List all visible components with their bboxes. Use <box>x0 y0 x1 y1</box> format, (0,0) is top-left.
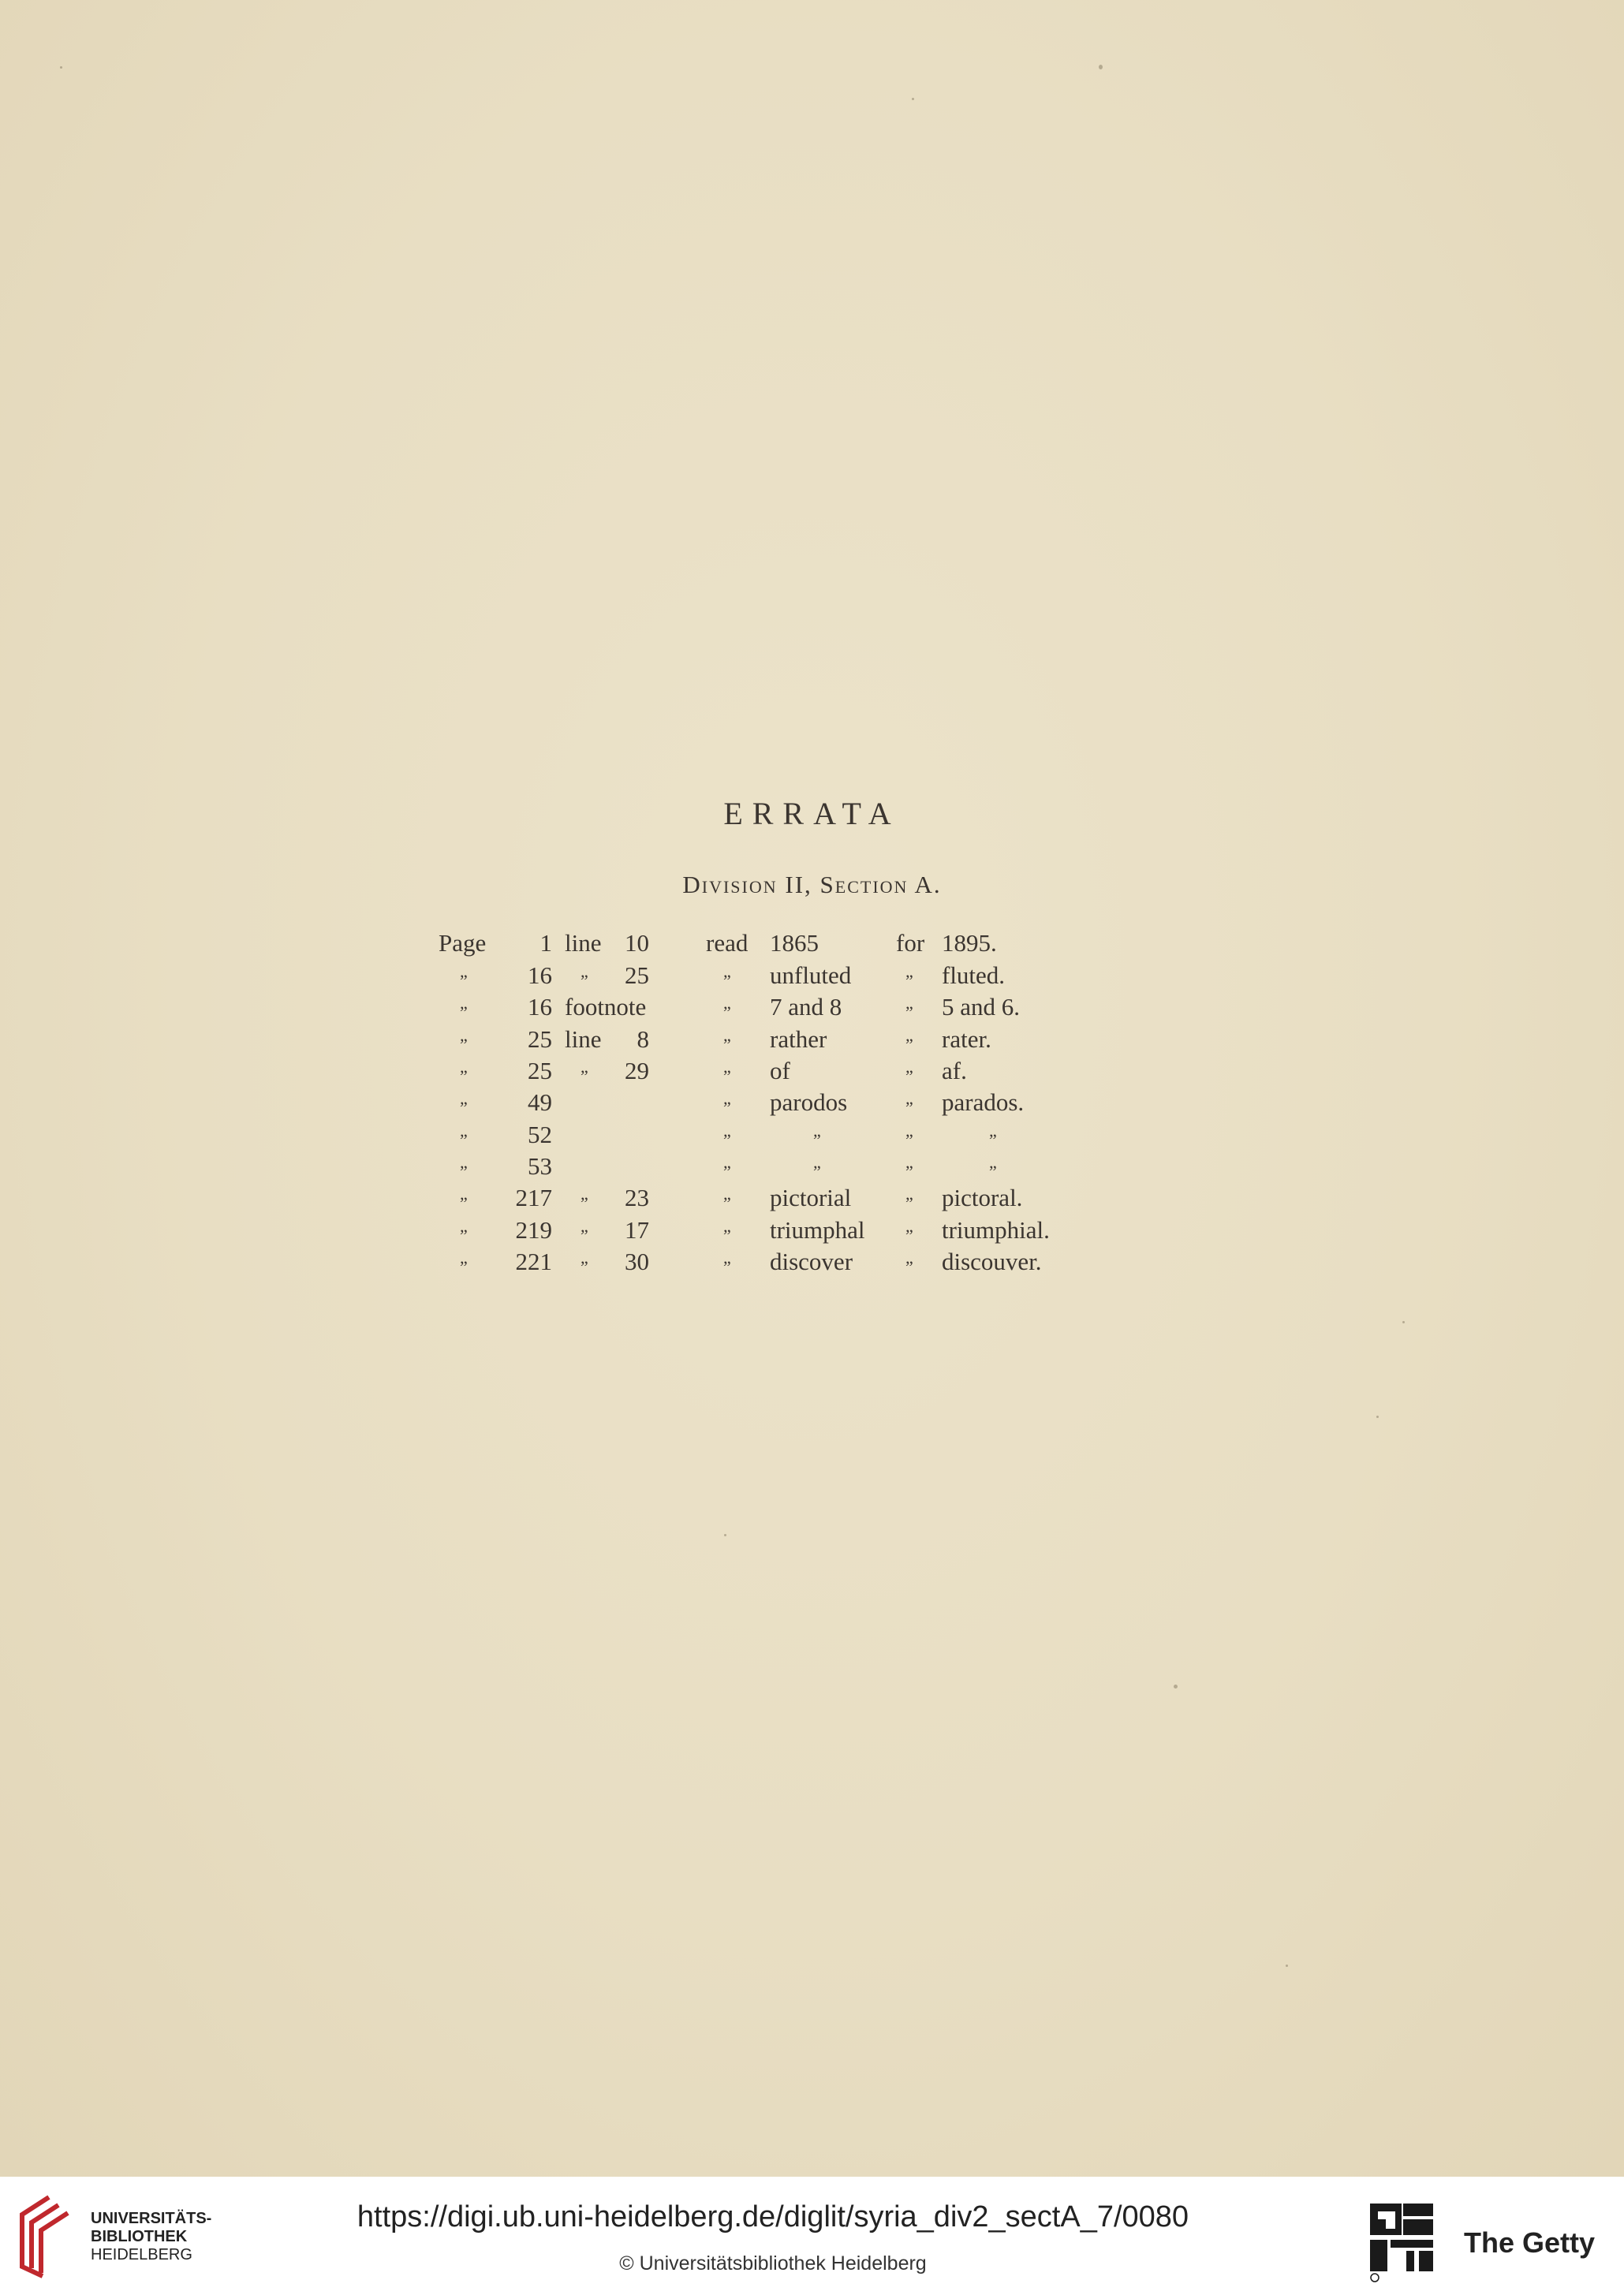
row-ditto: „ <box>460 961 468 981</box>
row-ditto: „ <box>460 1057 468 1077</box>
errata-row <box>0 929 1624 961</box>
wrong-ditto: „ <box>989 1152 997 1172</box>
for-ditto: „ <box>905 1057 913 1077</box>
for-ditto: „ <box>905 961 913 981</box>
errata-row <box>0 1057 1624 1088</box>
read-ditto: „ <box>723 961 731 981</box>
line-number: 25 <box>625 961 649 989</box>
for-ditto: „ <box>905 1088 913 1108</box>
wrong-ditto: „ <box>989 1121 997 1140</box>
wrong-reading: 5 and 6. <box>942 993 1021 1021</box>
university-library-name: UNIVERSITÄTS- BIBLIOTHEK HEIDELBERG <box>91 2210 212 2263</box>
page-number: 221 <box>515 1248 552 1275</box>
line-ditto: „ <box>581 1057 588 1077</box>
copyright-notice: © Universitätsbibliothek Heidelberg <box>619 2252 927 2274</box>
errata-heading: ERRATA <box>723 796 901 831</box>
errata-row <box>0 1121 1624 1152</box>
read-ditto: „ <box>723 1216 731 1236</box>
line-ditto: „ <box>581 1184 588 1203</box>
page-number: 49 <box>528 1088 552 1116</box>
page-number: 52 <box>528 1121 552 1148</box>
getty-name: The Getty <box>1464 2226 1596 2259</box>
line-number: 10 <box>625 929 649 957</box>
page-number: 16 <box>528 961 552 989</box>
read-ditto: „ <box>723 1248 731 1267</box>
for-ditto: „ <box>905 1184 913 1203</box>
paper-speck <box>1402 1321 1405 1323</box>
paper-speck <box>60 66 62 69</box>
section-subheading: Division II, Section A. <box>682 871 942 898</box>
line-ditto: „ <box>581 961 588 981</box>
for-ditto: „ <box>905 1121 913 1140</box>
paper-speck <box>1099 65 1103 69</box>
permalink-url[interactable]: https://digi.ub.uni-heidelberg.de/diglit/syria_div2_sectA_7/0080 <box>357 2200 1189 2233</box>
errata-row <box>0 1184 1624 1215</box>
errata-row <box>0 961 1624 993</box>
row-ditto: „ <box>460 1088 468 1108</box>
errata-row <box>0 1152 1624 1184</box>
read-ditto: „ <box>723 1088 731 1108</box>
correct-reading: 7 and 8 <box>770 993 842 1021</box>
row-ditto: „ <box>460 1184 468 1203</box>
page-number: 25 <box>528 1057 552 1084</box>
correct-reading: 1865 <box>770 929 819 957</box>
paper-speck <box>1376 1416 1379 1418</box>
wrong-reading: 1895. <box>942 929 997 957</box>
line-number: 30 <box>625 1248 649 1275</box>
for-ditto: „ <box>905 1152 913 1172</box>
correct-ditto: „ <box>813 1121 821 1140</box>
page-number: 53 <box>528 1152 552 1180</box>
correct-reading: parodos <box>770 1088 848 1116</box>
viewer-footer <box>0 2177 1624 2295</box>
errata-row <box>0 993 1624 1024</box>
errata-row <box>0 1248 1624 1279</box>
page-number: 25 <box>528 1025 552 1053</box>
page-number: 219 <box>515 1216 552 1244</box>
line-ditto: „ <box>581 1248 588 1267</box>
for-ditto: „ <box>905 993 913 1013</box>
row-ditto: „ <box>460 1248 468 1267</box>
paper-speck <box>912 98 914 100</box>
correct-reading: of <box>770 1057 790 1084</box>
correct-reading: triumphal <box>770 1216 865 1244</box>
wrong-reading: discouver. <box>942 1248 1042 1275</box>
row-label: Page <box>439 929 487 957</box>
wrong-reading: fluted. <box>942 961 1006 989</box>
row-ditto: „ <box>460 1121 468 1140</box>
correct-reading: unfluted <box>770 961 852 989</box>
getty-logo-icon <box>1367 2200 1436 2282</box>
row-ditto: „ <box>460 1216 468 1236</box>
paper-speck <box>1286 1965 1288 1967</box>
for-word: for <box>896 929 925 957</box>
line-number: 8 <box>637 1025 649 1053</box>
read-word: read <box>706 929 749 957</box>
read-ditto: „ <box>723 1152 731 1172</box>
line-type: line <box>565 1025 602 1053</box>
page-number: 217 <box>515 1184 552 1211</box>
line-ditto: „ <box>581 1216 588 1236</box>
correct-reading: rather <box>770 1025 827 1053</box>
errata-row <box>0 1025 1624 1057</box>
row-ditto: „ <box>460 993 468 1013</box>
read-ditto: „ <box>723 1025 731 1045</box>
read-ditto: „ <box>723 1184 731 1203</box>
for-ditto: „ <box>905 1025 913 1045</box>
page-number: 16 <box>528 993 552 1021</box>
for-ditto: „ <box>905 1216 913 1236</box>
read-ditto: „ <box>723 1121 731 1140</box>
wrong-reading: rater. <box>942 1025 991 1053</box>
page-number: 1 <box>539 929 552 957</box>
paper-speck <box>724 1534 726 1536</box>
read-ditto: „ <box>723 993 731 1013</box>
wrong-reading: triumphial. <box>942 1216 1050 1244</box>
paper-speck <box>1174 1685 1178 1689</box>
errata-row <box>0 1088 1624 1120</box>
correct-reading: pictorial <box>770 1184 852 1211</box>
line-number: 17 <box>625 1216 649 1244</box>
errata-row <box>0 1216 1624 1248</box>
correct-reading: discover <box>770 1248 853 1275</box>
correct-ditto: „ <box>813 1152 821 1172</box>
read-ditto: „ <box>723 1057 731 1077</box>
row-ditto: „ <box>460 1152 468 1172</box>
for-ditto: „ <box>905 1248 913 1267</box>
row-ditto: „ <box>460 1025 468 1045</box>
wrong-reading: af. <box>942 1057 967 1084</box>
line-type: footnote <box>565 993 647 1021</box>
line-number: 29 <box>625 1057 649 1084</box>
wrong-reading: parados. <box>942 1088 1025 1116</box>
wrong-reading: pictoral. <box>942 1184 1023 1211</box>
line-type: line <box>565 929 602 957</box>
line-number: 23 <box>625 1184 649 1211</box>
